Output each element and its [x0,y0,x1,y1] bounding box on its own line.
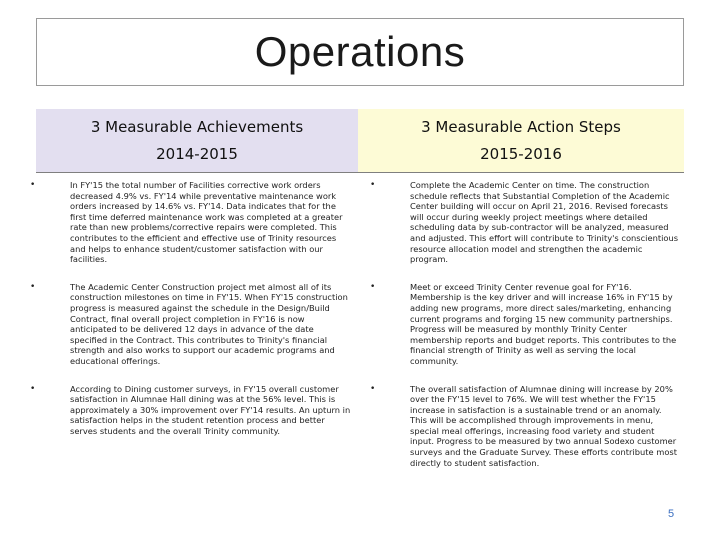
bullet-icon: • [30,180,36,190]
bullet-icon: • [30,383,36,394]
action-step-text: Complete the Academic Center on time. The construction schedule reflects that Substantial Completion of the Academic Center building will occur on April 21, 2016. Revised forecasts will occur during weekly project meetings where detailed scheduling data by sub-contractor will be analyzed, measured and adjusted. This effort will contribute to Trinity's conscientious resource allocation model and strengthen the academic program. [410,180,679,265]
achievements-year: 2014-2015 [156,144,238,163]
action-steps-header [358,109,684,173]
bullet-icon: • [370,281,376,292]
list-item [370,384,680,469]
achievement-text: According to Dining customer surveys, in FY'15 overall customer satisfaction in Alumnae Hall dining was at the 56% level. This is approximately a 30% improvement over FY'14 results. An upturn in satisfaction helps in the student retention process and better serves students and the overall Trinity community. [70,383,351,436]
achievement-text: In FY'15 the total number of Facilities corrective work orders decreased 4.9% vs. FY'14 while preventative maintenance work orders increased by 14.6% vs. FY'14. Data indicates that for the first time deferred maintenance work was completed at a greater rate than new problems/corrective repairs were completed. This contributes to the efficient and effective use of Trinity resources and helps to enhance student/customer satisfaction with our facilities. [70,180,343,265]
achievements-heading: 3 Measurable Achievements [90,117,304,136]
page-number: 5 [668,508,675,520]
action-steps-list [370,180,680,482]
list-item [370,282,680,367]
list-item [370,180,680,265]
bullet-icon: • [30,281,36,292]
bullet-icon: • [370,180,376,190]
action-steps-heading: 3 Measurable Action Steps [421,117,621,136]
achievement-text: The Academic Center Construction project met almost all of its construction milestones on time in FY'15. When FY'15 construction progress is measured against the schedule in the Design/Build Contract, final overall project completion in FY'16 is now anticipated to be delivered 12 days in advance of the date specified in the Contract. This contributes to Trinity's financial strength and also works to support our academic programs and educational offerings. [70,281,348,366]
slide-title-box [36,18,684,86]
action-steps-year: 2015-2016 [480,144,562,163]
list-item [30,384,352,437]
bullet-icon: • [370,383,376,394]
achievements-header [36,109,358,173]
slide-title: Operations [254,28,466,75]
list-item [30,282,352,367]
list-item [30,180,352,265]
action-step-text: The overall satisfaction of Alumnae dining will increase by 20% over the FY'15 level to 76%. We will test whether the FY'15 increase in satisfaction is a sustainable trend or an anomaly. This will be accomplished through improvements in menu, special meal offerings, increasing food variety and student input. Progress to be measured by two annual Sodexo customer surveys and the Graduate Survey. These efforts contribute most directly to student satisfaction. [410,383,677,468]
achievements-list [30,180,352,450]
action-step-text: Meet or exceed Trinity Center revenue goal for FY'16. Membership is the key driver and will increase 16% in FY'15 by adding new programs, more direct sales/marketing, enhancing current programs and forging 15 new community partnerships. Progress will be measured by monthly Trinity Center membership reports and budget reports. This contributes to the financial strength of Trinity as well as serving the local community. [410,281,677,366]
